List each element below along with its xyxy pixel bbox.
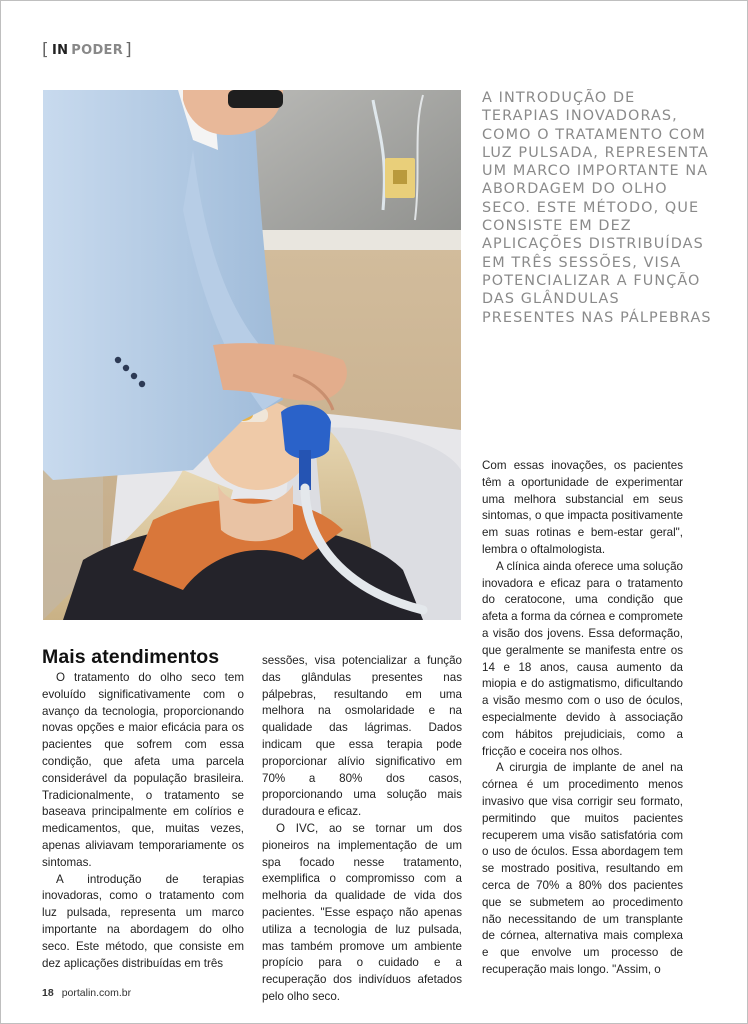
pullquote: A INTRODUÇÃO DE TERAPIAS INOVADORAS, COMO O TRATAMENTO COM LUZ PULSADA, REPRESENTA UM MARCO IMPORTANTE NA ABORDAGEM DO OLHO SECO. ESTE MÉTODO, QUE CONSISTE EM DEZ APLICAÇÕES DISTRIBUÍDAS EM TRÊS SESSÕES, VISA POTENCIALIZAR A FUNÇÃO DAS GLÂNDULAS PRESENTES NAS PÁLPEBRAS [482, 90, 712, 326]
paragraph: A cirurgia de implante de anel na córnea é um procedimento menos invasivo que visa corrigir seu formato, permitindo que muitos pacientes recuperem uma visão satisfatória com o uso de óculos. Essa abordagem tem se mostrado positiva, resultando em cerca de 70% a 80% dos pacientes que se submetem ao procedimento não necessitando de um transplante de córnea, alternativa mais complexa e que envolve um processo de recuperação mais longo. "Assim, o [482, 761, 683, 976]
photo-illustration [43, 90, 461, 620]
paragraph: sessões, visa potencializar a função das glândulas presentes nas pálpebras, resultando em uma melhora na osmolaridade e na qualidade das lágrimas. Dados indicam que essa terapia pode proporcionar alívio significativo em 70% a 80% dos casos, proporcionando uma solução mais duradoura e eficaz. [262, 654, 462, 819]
site-link[interactable]: portalin.com.br [61, 987, 132, 999]
body-column-2 [262, 653, 462, 1006]
page-footer [42, 987, 131, 999]
paragraph: O IVC, ao se tornar um dos pioneiros na implementação de um spa focado nesse tratamento, exemplifica o compromisso com a melhoria da qualidade de vida dos pacientes. "Esse espaço não apenas utiliza a tecnologia de luz pulsada, mas também promove um ambiente propício para o cuidado e a recuperação dos indivíduos afetados pelo olho seco. [262, 821, 462, 1003]
section-in-label: IN [51, 42, 69, 58]
page-number: 18 [42, 987, 54, 999]
section-name-label: PODER [71, 42, 124, 58]
body-column-1 [42, 670, 244, 972]
section-tag [42, 40, 132, 60]
article-photo [43, 90, 461, 620]
paragraph: A introdução de terapias inovadoras, como o tratamento com luz pulsada, representa um marco importante na abordagem do olho seco. Este método, que consiste em dez aplicações distribuídas em três [42, 872, 244, 970]
bracket-left: [ [42, 39, 49, 60]
bracket-right: ] [125, 39, 132, 60]
paragraph: O tratamento do olho seco tem evoluído significativamente com o avanço da tecnologia, proporcionando novas opções e maior eficácia para os pacientes que sofrem com essa condição, que afeta uma parcela considerável da população brasileira. Tradicionalmente, o tratamento se baseava principalmente em colírios e medicamentos, que, muitas vezes, apenas aliviavam temporariamente os sintomas. [42, 671, 244, 869]
paragraph: A clínica ainda oferece uma solução inovadora e eficaz para o tratamento do ceratocone, uma condição que afeta a forma da córnea e compromete a visão dos jovens. Essa deformação, que geralmente se manifesta entre os 14 e 18 anos, causa aumento da miopia e do astigmatismo, dificultando a visão mesmo com o uso de óculos, especialmente devido à associação com hábitos prejudiciais, como a fricção e coceira nos olhos. [482, 559, 683, 758]
paragraph: Com essas inovações, os pacientes têm a oportunidade de experimentar uma melhora substancial em seus sintomas, o que impacta positivamente em suas rotinas e bem-estar geral", lembra o oftalmologista. [482, 459, 683, 556]
section-headline: Mais atendimentos [42, 646, 220, 668]
body-column-3 [482, 458, 683, 979]
